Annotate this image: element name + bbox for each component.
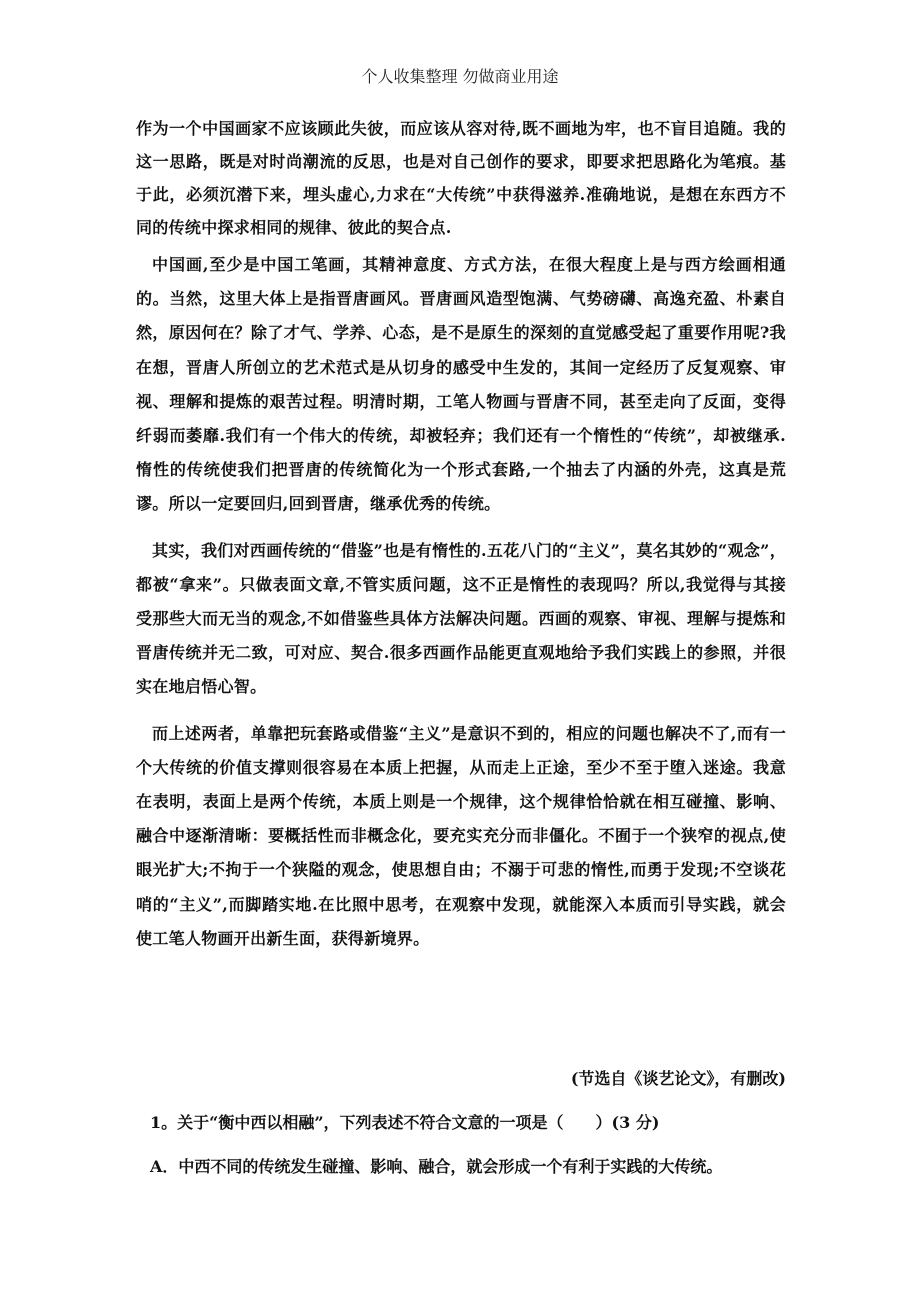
question-1: 1。关于“衡中西以相融”，下列表述不符合文意的一项是（ ）(3 分) <box>150 1113 660 1132</box>
article-body <box>136 112 786 968</box>
option-a: A．中西不同的传统发生碰撞、影响、融合，就会形成一个有利于实践的大传统。 <box>150 1157 723 1176</box>
page-header: 个人收集整理 勿做商业用途 <box>361 67 559 86</box>
paragraph-4: 而上述两者，单靠把玩套路或借鉴“主义”是意识不到的，相应的问题也解决不了,而有一个大传统的价值支撑则很容易在本质上把握，从而走上正途，至少不至于堕入迷途。我意在表明，表面上是两个传统，本质上则是一个规律，这个规律恰恰就在相互碰撞、影响、融合中逐渐清晰：要概括性而非概念化，要充实充分而非僵化。不囿于一个狭窄的视点,使眼光扩大;不拘于一个狭隘的观念，使思想自由；不溺于可悲的惰性,而勇于发现;不空谈花哨的“主义”,而脚踏实地.在比照中思考，在观察中发现，就能深入本质而引导实践，就会使工笔人物画开出新生面，获得新境界。 <box>136 723 786 948</box>
paragraph-1: 作为一个中国画家不应该顾此失彼，而应该从容对待,既不画地为牢，也不盲目追随。我的这一思路，既是对时尚潮流的反思，也是对自己创作的要求，即要求把思路化为笔痕。基于此，必须沉潜下来，埋头虚心,力求在“大传统”中获得滋养.准确地说，是想在东西方不同的传统中探求相同的规律、彼此的契合点. <box>136 119 786 237</box>
source-citation: (节选自《谈艺论文》，有删改) <box>570 1069 786 1088</box>
paragraph-2: 中国画,至少是中国工笔画，其精神意度、方式方法，在很大程度上是与西方绘画相通的。当然，这里大体上是指晋唐画风。晋唐画风造型饱满、气势磅礴、高逸充盈、朴素自然，原因何在？除了才气、学养、心态，是不是原生的深刻的直觉感受起了重要作用呢?我在想，晋唐人所创立的艺术范式是从切身的感受中生发的，其间一定经历了反复观察、审视、理解和提炼的艰苦过程。明清时期，工笔人物画与晋唐不同，甚至走向了反面，变得纤弱而萎靡.我们有一个伟大的传统，却被轻弃；我们还有一个惰性的“传统”，却被继承.惰性的传统使我们把晋唐的传统简化为一个形式套路,一个抽去了内涵的外壳，这真是荒谬。所以一定要回归,回到晋唐，继承优秀的传统。 <box>136 255 786 514</box>
paragraph-3: 其实，我们对西画传统的“借鉴”也是有惰性的.五花八门的“主义”，莫名其妙的“观念”，都被“拿来”。只做表面文章,不管实质问题，这不正是惰性的表现吗？所以,我觉得与其接受那些大而无当的观念,不如借鉴些具体方法解决问题。西画的观察、审视、理解与提炼和晋唐传统并无二致，可对应、契合.很多西画作品能更直观地给予我们实践上的参照，并很实在地启悟心智。 <box>136 540 786 697</box>
